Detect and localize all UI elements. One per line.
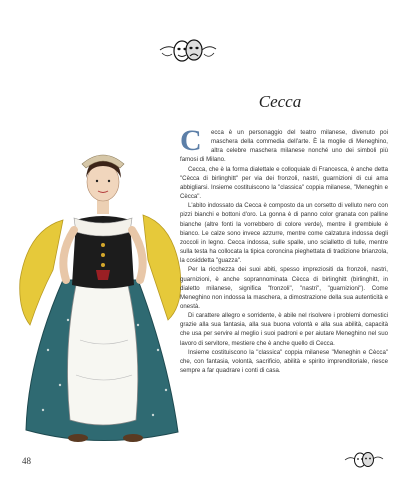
paragraph-1: ecca è un personaggio del teatro milanese, divenuto poi maschera della commedia dell'arte. È la moglie di Meneghino, altra celebre maschera milanese nonché uno dei simboli più famosi di Milano. [180, 129, 388, 164]
paragraph-3: L'abito indossato da Cecca è composto da un corsetto di velluto nero con pizzi bianchi e bottoni d'oro. La gonna è di panno color granata con palline bianche (altre fonti la vorrebbero di colore verde), mentre il grembiule è bianco. Le calze sono invece azzurre, mentre come calzatura indossa degli zoccoli in legno. Cecca indossa, sulle spalle, uno scialletto di tulle, mentre sulla testa ha collocata la tipica coroncina pieghettata di tradizione brianzola, la cosiddetta "guazza". [180, 202, 388, 265]
dropcap-letter: C [180, 124, 202, 157]
theater-masks-icon [343, 451, 385, 469]
paragraph-5: Di carattere allegro e sorridente, è abile nel risolvere i problemi domestici grazie alla sua fantasia, alla sua buona volontà e alla sua abilità, capacità che usa per servire al meglio i suoi padroni e per aiutare Meneghino nel suo lavoro di servitore, mestiere che è anche quello di Cecca. [180, 312, 388, 347]
theater-masks-icon [158, 38, 218, 64]
paragraph-2: Cecca, che è la forma dialettale e colloquiale di Francesca, è anche detta "Cècca di birlinghitt" per via dei fronzoli, nastri, guarnizioni di cui ama abbigliarsi. Insieme costituiscono la "classica" coppia milanese, "Meneghin e Cècca". [180, 165, 388, 201]
page-number: 48 [22, 456, 31, 466]
paragraph-6: Insieme costituiscono la "classica" coppia milanese "Meneghin e Cècca" che, con fantasia, volontà, sacrificio, abilità e spirito imprenditoriale, riesce sempre a far quadrare i conti di casa. [180, 348, 388, 375]
paragraph-4: Per la ricchezza dei suoi abiti, spesso impreziositi da fronzoli, nastri, guarnizioni, è anche soprannominata Cècca di birlinghitt (birlinghitt, in dialetto milanese, significa "fronzoli", "nastri", "guarnizioni"). Come Meneghino non indossa la maschera, a dimostrazione della sua autenticità e onestà. [180, 266, 388, 310]
cecca-costume-illustration [8, 120, 193, 450]
article-text [180, 124, 388, 375]
dropcap [180, 124, 208, 157]
page-title: Cecca [258, 92, 302, 111]
